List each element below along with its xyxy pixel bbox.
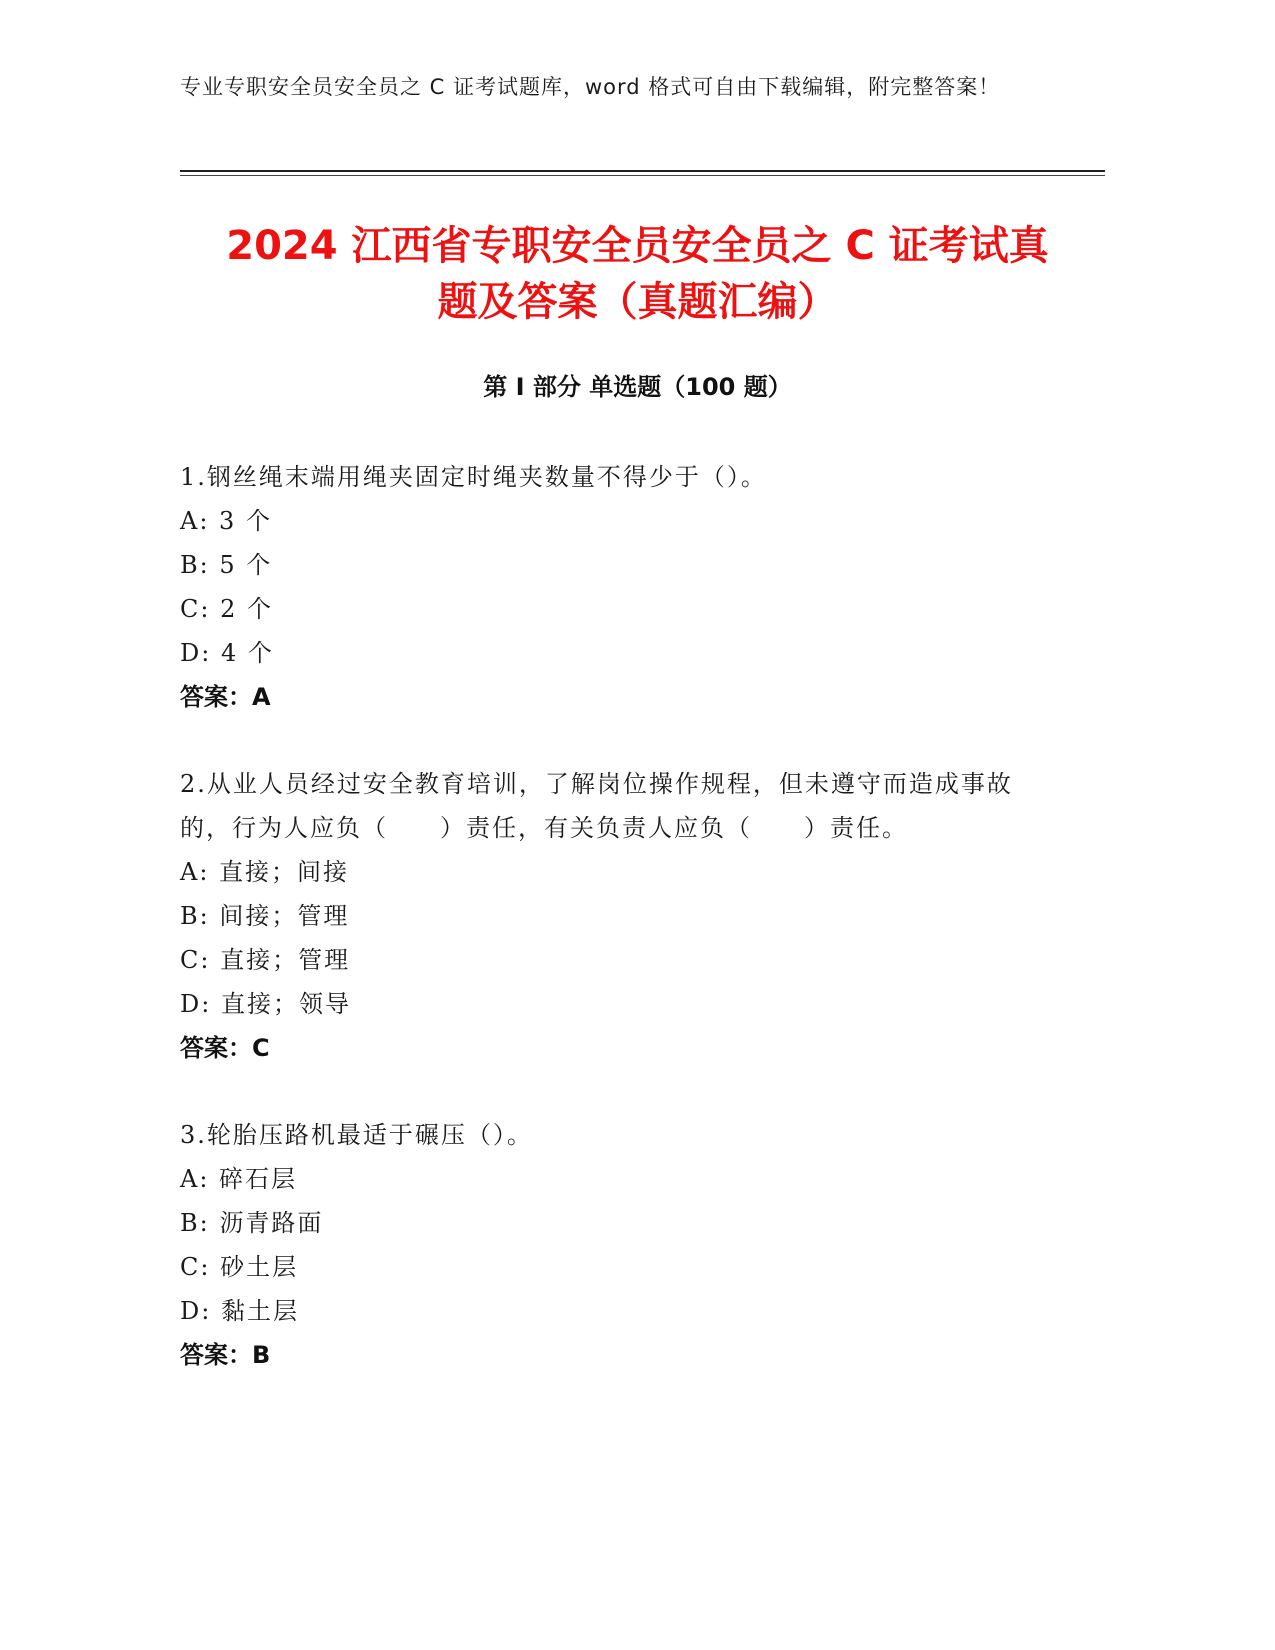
option-b: B: 5 个	[180, 551, 273, 579]
option-c: C: 2 个	[180, 595, 273, 623]
question-stem: 2.从业人员经过安全教育培训，了解岗位操作规程，但未遵守而造成事故的，行为人应负（ ）责任，有关负责人应负（ ）责任。	[180, 770, 1013, 842]
option-d: D: 直接；领导	[180, 990, 351, 1018]
question-3	[180, 1113, 1060, 1377]
answer: 答案：A	[180, 683, 271, 711]
option-c: C: 直接；管理	[180, 946, 351, 974]
question-list	[180, 455, 1060, 1420]
option-d: D: 4 个	[180, 639, 274, 667]
option-a: A: 碎石层	[180, 1165, 298, 1193]
document-title	[150, 218, 1125, 330]
option-c: C: 砂土层	[180, 1253, 299, 1281]
document-title-line-1: 2024 江西省专职安全员安全员之 C 证考试真	[226, 223, 1049, 269]
question-1	[180, 455, 1060, 719]
question-2	[180, 762, 1060, 1070]
option-a: A: 直接；间接	[180, 858, 350, 886]
document-title-line-2: 题及答案（真题汇编）	[437, 279, 838, 325]
header-divider-thin	[180, 175, 1105, 176]
header-note: 专业专职安全员安全员之 C 证考试题库，word 格式可自由下载编辑，附完整答案！	[180, 75, 1001, 99]
option-b: B: 间接；管理	[180, 902, 350, 930]
option-b: B: 沥青路面	[180, 1209, 324, 1237]
answer: 答案：B	[180, 1341, 271, 1369]
question-stem: 1.钢丝绳末端用绳夹固定时绳夹数量不得少于（）。	[180, 463, 767, 491]
section-heading: 第 I 部分 单选题（100 题）	[483, 373, 792, 401]
option-a: A: 3 个	[180, 507, 272, 535]
option-d: D: 黏土层	[180, 1297, 299, 1325]
answer: 答案：C	[180, 1034, 270, 1062]
question-stem: 3.轮胎压路机最适于碾压（）。	[180, 1121, 533, 1149]
header-divider-thick	[180, 170, 1105, 172]
